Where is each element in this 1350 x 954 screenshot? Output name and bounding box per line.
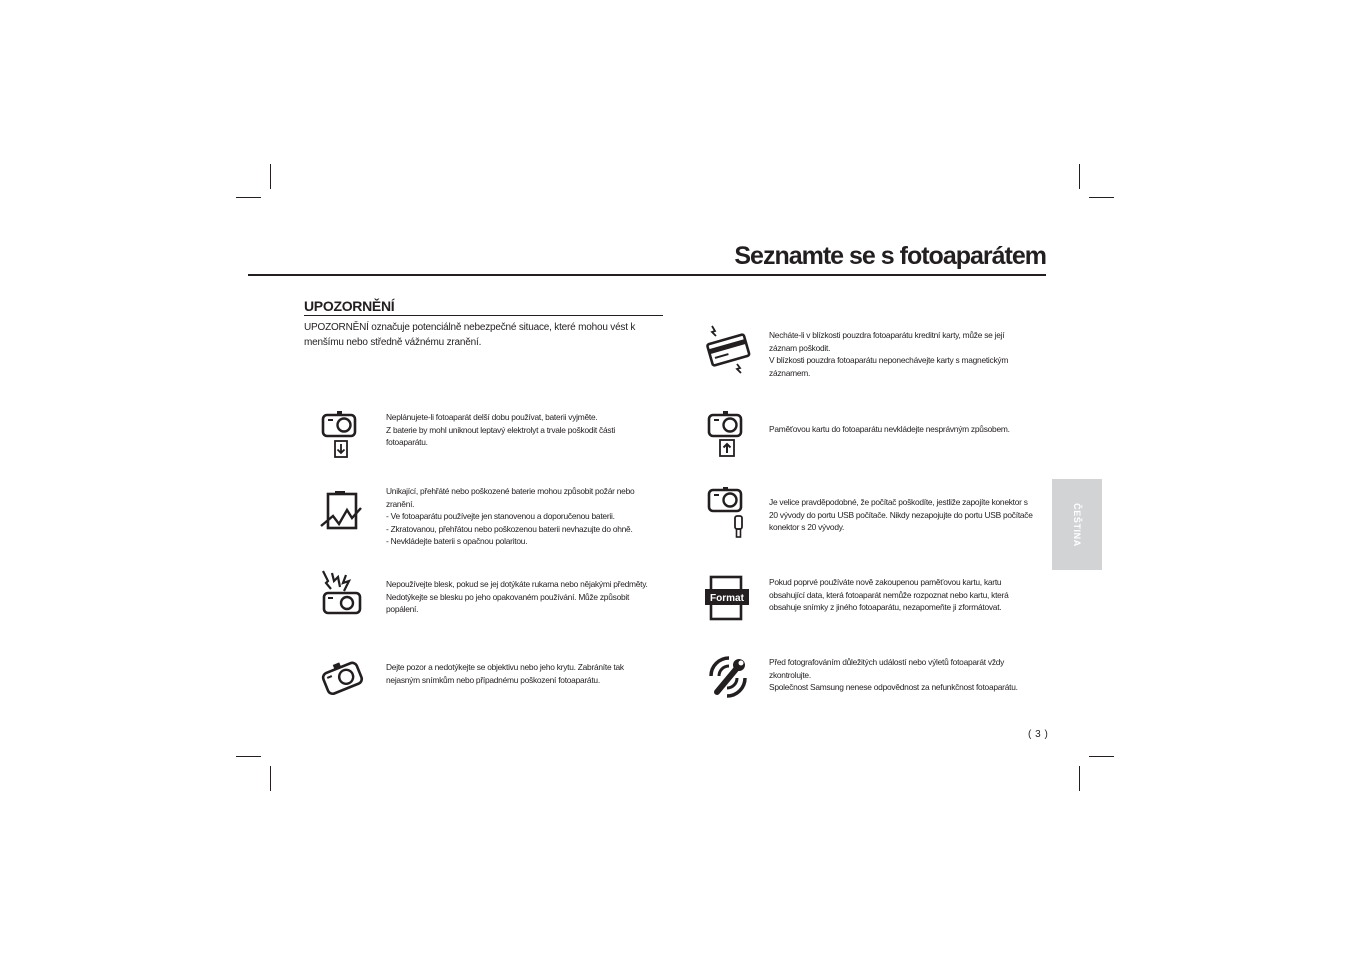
magnetic-card-icon [703, 322, 753, 376]
paragraph: Je velice pravděpodobné, že počítač poškodíte, jestliže zapojíte konektor s 20 vývody do portu USB počítače. Nikdy nezapojujte do portu USB počítače konektor s 20 vývody. [769, 497, 1033, 533]
paragraph: Dejte pozor a nedotýkejte se objektivu nebo jeho krytu. Zabráníte tak nejasným snímkům nebo případnému poškození fotoaparátu. [386, 662, 624, 685]
paragraph: Necháte-li v blízkosti pouzdra fotoaparátu kreditní karty, může se její záznam poškodit. V blízkosti pouzdra fotoaparátu neponechávejte karty s magnetickým záznamem. [769, 330, 1009, 378]
crop-mark [1079, 766, 1080, 791]
camera-usb-icon [704, 486, 754, 540]
paragraph: Paměťovou kartu do fotoaparátu nevkládejte nesprávným způsobem. [769, 424, 1010, 434]
paragraph: Pokud poprvé používáte nově zakoupenou paměťovou kartu, kartu obsahující data, která fotoaparát nemůže rozpoznat nebo kartu, která obsahuje snímky z jiného fotoaparátu, nezapomeňte ji zformátovat. [769, 577, 1009, 613]
format-icon-label: Format [710, 593, 744, 604]
wrench-check-icon [703, 650, 753, 704]
paragraph: Neplánujete-li fotoaparát delší dobu používat, baterii vyjměte. Z baterie by mohl uniknout leptavý elektrolyt a trvale poškodit části fotoaparátu. [386, 412, 616, 448]
crop-mark [236, 756, 261, 757]
damaged-battery-icon [317, 486, 367, 540]
crop-mark [1089, 756, 1114, 757]
page-number: ( 3 ) [1028, 729, 1049, 740]
paragraph: Před fotografováním důležitých událostí nebo výletů fotoaparát vždy zkontrolujte. Společnost Samsung nenese odpovědnost za nefunkčnost fotoaparátu. [769, 657, 1018, 693]
format-card-icon [703, 572, 753, 626]
title-rule [248, 274, 1046, 276]
language-tab-label: ČEŠTINA [1072, 502, 1082, 547]
section-heading: UPOZORNĚNÍ [304, 298, 395, 314]
tilted-camera-lens-icon [318, 650, 368, 704]
crop-mark [270, 164, 271, 189]
paragraph: Nepoužívejte blesk, pokud se jej dotýkáte rukama nebo nějakými předměty. Nedotýkejte se blesku po jeho opakovaném používání. Může způsobit popálení. [386, 579, 648, 615]
section-rule [304, 315, 663, 316]
crop-mark [270, 766, 271, 791]
paragraph: Unikající, přehřáté nebo poškozené baterie mohou způsobit požár nebo zranění. - Ve fotoaparátu používejte jen stanovenou a doporučenou baterii. - Zkratovanou, přehřátou nebo poškozenou baterii nevhazujte do ohně. - Nevkládejte baterii s opačnou polaritou. [386, 486, 635, 547]
language-tab [1052, 479, 1102, 570]
camera-battery-out-icon [318, 407, 368, 461]
crop-mark [1089, 197, 1114, 198]
crop-mark [1079, 164, 1080, 189]
page-title: Seznamte se s fotoaparátem [734, 242, 1046, 270]
flash-hand-icon [318, 567, 368, 621]
crop-mark [236, 197, 261, 198]
camera-card-insert-icon [704, 407, 754, 461]
intro-text: UPOZORNĚNÍ označuje potenciálně nebezpečné situace, které mohou vést k menšímu nebo středně vážnému zranění. [304, 322, 636, 348]
